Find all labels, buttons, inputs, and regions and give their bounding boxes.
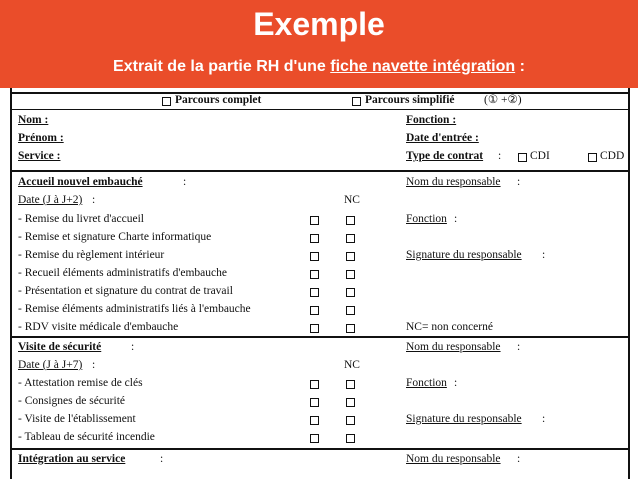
- divider: [12, 336, 628, 338]
- nc-checkbox[interactable]: [346, 216, 355, 225]
- subtitle-suffix: :: [515, 58, 525, 75]
- type-contrat-sep: :: [498, 150, 502, 162]
- divider: [12, 448, 628, 450]
- prenom-label: Prénom :: [18, 132, 64, 144]
- parcours-complet-checkbox[interactable]: [162, 97, 171, 106]
- list-item: - Remise du livret d'accueil: [18, 213, 144, 225]
- date-label: Date (J à J+2): [18, 194, 83, 206]
- cdd-checkbox[interactable]: [588, 153, 597, 162]
- nom-label: Nom :: [18, 114, 49, 126]
- list-item: - Attestation remise de clés: [18, 377, 143, 389]
- date-entree-label: Date d'entrée :: [406, 132, 479, 144]
- signature-responsable-suffix: :: [542, 249, 546, 261]
- cdi-checkbox[interactable]: [518, 153, 527, 162]
- section-accueil-title: Accueil nouvel embauché: [18, 176, 143, 188]
- list-item: - Visite de l'établissement: [18, 413, 136, 425]
- divider: [12, 92, 628, 94]
- nc-checkbox[interactable]: [346, 234, 355, 243]
- cdd-label: CDD: [600, 150, 625, 162]
- list-item: - Remise et signature Charte informatique: [18, 231, 212, 243]
- list-item: - Présentation et signature du contrat de travail: [18, 285, 233, 297]
- type-contrat-label: Type de contrat: [406, 150, 484, 162]
- nc-checkbox[interactable]: [346, 324, 355, 333]
- done-checkbox[interactable]: [310, 434, 319, 443]
- list-item: - RDV visite médicale d'embauche: [18, 321, 179, 333]
- section-securite-title: Visite de sécurité: [18, 341, 102, 353]
- list-item: - Recueil éléments administratifs d'embauche: [18, 267, 227, 279]
- date-colon: :: [92, 194, 96, 206]
- done-checkbox[interactable]: [310, 380, 319, 389]
- subtitle-prefix: Extrait de la partie RH d'une: [113, 58, 331, 75]
- parcours-simplifie-note: (① +②): [484, 94, 522, 106]
- done-checkbox[interactable]: [310, 252, 319, 261]
- nom-responsable-suffix: :: [517, 341, 521, 353]
- fonction-responsable-label: Fonction: [406, 377, 447, 389]
- fonction-responsable-suffix: :: [454, 377, 458, 389]
- fonction-responsable-suffix: :: [454, 213, 458, 225]
- nc-header: NC: [344, 194, 360, 206]
- parcours-complet-label: Parcours complet: [175, 94, 262, 106]
- divider: [12, 109, 628, 110]
- nc-checkbox[interactable]: [346, 270, 355, 279]
- form-sheet: [10, 88, 630, 479]
- signature-responsable-label: Signature du responsable: [406, 249, 522, 261]
- signature-responsable-label: Signature du responsable: [406, 413, 522, 425]
- nom-responsable-label: Nom du responsable: [406, 341, 501, 353]
- page-title: Exemple: [253, 6, 385, 42]
- done-checkbox[interactable]: [310, 324, 319, 333]
- section-accueil-colon: :: [183, 176, 187, 188]
- nc-checkbox[interactable]: [346, 288, 355, 297]
- list-item: - Consignes de sécurité: [18, 395, 125, 407]
- date-label: Date (J à J+7): [18, 359, 83, 371]
- nc-checkbox[interactable]: [346, 306, 355, 315]
- nc-checkbox[interactable]: [346, 252, 355, 261]
- page-subtitle: [0, 58, 638, 76]
- nc-checkbox[interactable]: [346, 398, 355, 407]
- header-banner: [0, 0, 638, 88]
- done-checkbox[interactable]: [310, 306, 319, 315]
- done-checkbox[interactable]: [310, 270, 319, 279]
- signature-responsable-suffix: :: [542, 413, 546, 425]
- parcours-simplifie-checkbox[interactable]: [352, 97, 361, 106]
- section-integration-colon: :: [160, 453, 164, 465]
- done-checkbox[interactable]: [310, 216, 319, 225]
- nc-checkbox[interactable]: [346, 434, 355, 443]
- divider: [12, 170, 628, 172]
- list-item: - Remise éléments administratifs liés à l'embauche: [18, 303, 251, 315]
- done-checkbox[interactable]: [310, 288, 319, 297]
- nc-header: NC: [344, 359, 360, 371]
- fonction-label: Fonction :: [406, 114, 457, 126]
- nom-responsable-suffix: :: [517, 176, 521, 188]
- nc-checkbox[interactable]: [346, 380, 355, 389]
- service-label: Service :: [18, 150, 61, 162]
- section-integration-title: Intégration au service: [18, 453, 126, 465]
- done-checkbox[interactable]: [310, 416, 319, 425]
- nom-responsable-label: Nom du responsable: [406, 176, 501, 188]
- nom-responsable-suffix: :: [517, 453, 521, 465]
- parcours-simplifie-label: Parcours simplifié: [365, 94, 455, 106]
- nom-responsable-label: Nom du responsable: [406, 453, 501, 465]
- section-securite-colon: :: [131, 341, 135, 353]
- subtitle-link: fiche navette intégration: [330, 58, 516, 75]
- done-checkbox[interactable]: [310, 398, 319, 407]
- list-item: - Tableau de sécurité incendie: [18, 431, 155, 443]
- nc-checkbox[interactable]: [346, 416, 355, 425]
- fonction-responsable-label: Fonction: [406, 213, 447, 225]
- nc-note: NC= non concerné: [406, 321, 493, 333]
- date-colon: :: [92, 359, 96, 371]
- list-item: - Remise du règlement intérieur: [18, 249, 165, 261]
- cdi-label: CDI: [530, 150, 550, 162]
- done-checkbox[interactable]: [310, 234, 319, 243]
